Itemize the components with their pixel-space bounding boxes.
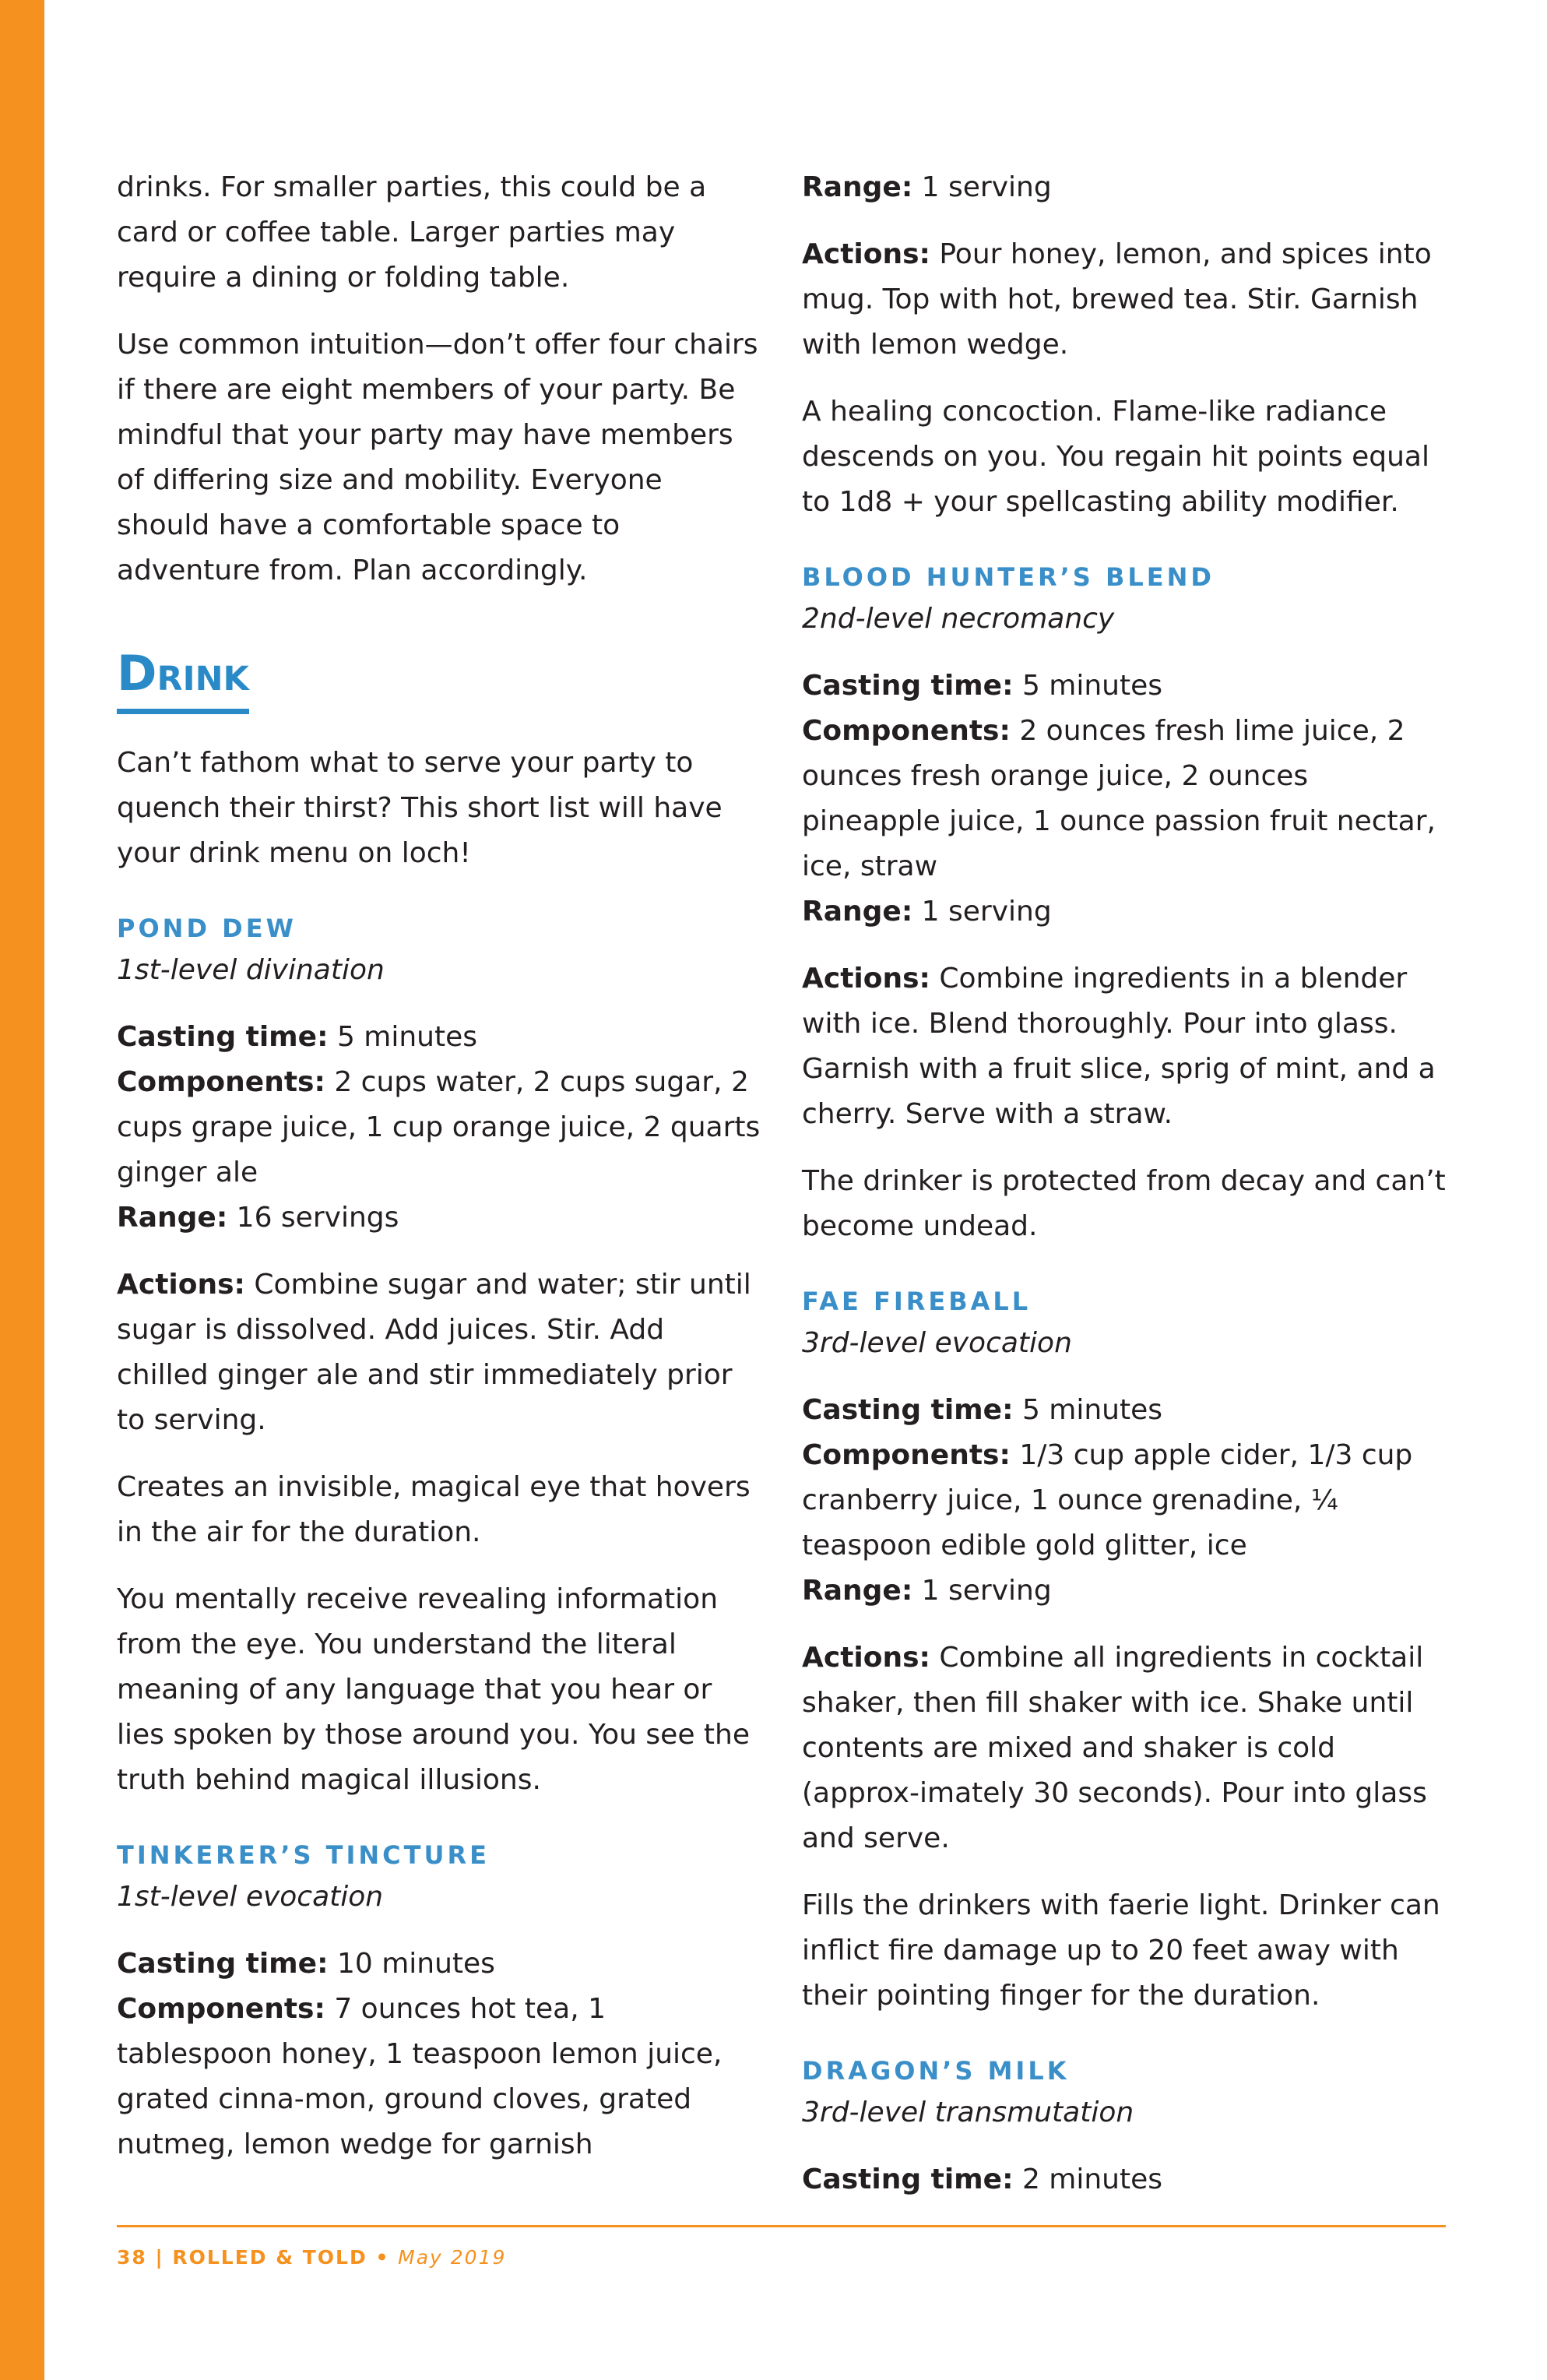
page-number: 38	[117, 2246, 147, 2269]
fae-fireball-casting: Casting time: 5 minutes	[802, 1394, 1163, 1426]
spell-name-fae-fireball: FAE FIREBALL	[802, 1287, 1032, 1316]
spell-name-tinkerers-tincture: TINKERER’S TINCTURE	[117, 1840, 490, 1870]
tinkerer-desc: A healing concoction. Flame-like radiance descends on you. You regain hit points equal to 1d8 + your spellcasting ability modifier.	[802, 396, 1429, 518]
pond-dew-desc-2: You mentally receive revealing information from the eye. You understand the literal meaning of any language that you hear or lies spoken by those around you. You see the truth behind magical illusions.	[117, 1583, 750, 1796]
blood-hunter-components: Components: 2 ounces fresh lime juice, 2 ounces fresh orange juice, 2 ounces pineapple juice, 1 ounce passion fruit nectar, ice, straw	[802, 715, 1436, 882]
pond-dew-range: Range: 16 servings	[117, 1202, 399, 1234]
blood-hunter-range: Range: 1 serving	[802, 896, 1052, 928]
spell-level-dragons-milk: 3rd-level transmutation	[802, 2097, 1134, 2128]
fae-fireball-range: Range: 1 serving	[802, 1575, 1052, 1607]
intro-paragraph-2: Use common intuition—don’t offer four chairs if there are eight members of your party. Be mindful that your party may have members of differing size and mobility. Everyone should have a comfortable space to adventure from. Plan accordingly.	[117, 329, 758, 586]
footer-rule	[117, 2225, 1446, 2227]
pond-dew-casting: Casting time: 5 minutes	[117, 1021, 478, 1053]
blood-hunter-actions: Actions: Combine ingredients in a blender with ice. Blend thoroughly. Pour into glass. Garnish with a fruit slice, sprig of mint, and a cherry. Serve with a straw.	[802, 963, 1436, 1130]
pond-dew-components: Components: 2 cups water, 2 cups sugar, 2 cups grape juice, 1 cup orange juice, 2 quarts ginger ale	[117, 1066, 761, 1188]
blood-hunter-casting: Casting time: 5 minutes	[802, 670, 1163, 702]
spell-name-dragons-milk: DRAGON’S MILK	[802, 2056, 1070, 2086]
magazine-name: ROLLED & TOLD	[172, 2246, 367, 2269]
right-column	[802, 165, 1448, 2202]
blood-hunter-desc: The drinker is protected from decay and can’t become undead.	[802, 1165, 1446, 1242]
tinkerer-actions: Actions: Pour honey, lemon, and spices into mug. Top with hot, brewed tea. Stir. Garnish with lemon wedge.	[802, 238, 1432, 361]
spell-name-blood-hunters-blend: BLOOD HUNTER’S BLEND	[802, 562, 1215, 592]
issue-date: May 2019	[398, 2246, 507, 2269]
spell-level-fae-fireball: 3rd-level evocation	[802, 1327, 1072, 1359]
footer-bullet: •	[367, 2246, 399, 2269]
fae-fireball-components: Components: 1/3 cup apple cider, 1/3 cup cranberry juice, 1 ounce grenadine, ¼ teaspoon edible gold glitter, ice	[802, 1439, 1413, 1561]
spell-level-pond-dew: 1st-level divination	[117, 954, 385, 986]
left-column	[117, 165, 763, 2167]
spell-level-tinkerers-tincture: 1st-level evocation	[117, 1881, 384, 1913]
tinkerer-components: Components: 7 ounces hot tea, 1 tablespoon honey, 1 teaspoon lemon juice, grated cinna-mon, ground cloves, grated nutmeg, lemon wedge for garnish	[117, 1993, 723, 2160]
tinkerer-casting: Casting time: 10 minutes	[117, 1948, 495, 1980]
spell-name-pond-dew: POND DEW	[117, 914, 297, 943]
orange-side-bar	[0, 0, 44, 2380]
spell-level-blood-hunters-blend: 2nd-level necromancy	[802, 603, 1115, 635]
intro-paragraph-1: drinks. For smaller parties, this could be a card or coffee table. Larger parties may require a dining or folding table.	[117, 171, 707, 294]
section-title-drink: Drink	[117, 646, 249, 714]
footer	[117, 2246, 506, 2269]
tinkerer-range: Range: 1 serving	[802, 171, 1052, 203]
section-intro: Can’t fathom what to serve your party to quench their thirst? This short list will have your drink menu on loch!	[117, 747, 723, 869]
fae-fireball-desc: Fills the drinkers with faerie light. Drinker can inflict fire damage up to 20 feet away with their pointing finger for the duration.	[802, 1889, 1440, 2012]
footer-separator: |	[146, 2246, 173, 2269]
pond-dew-actions: Actions: Combine sugar and water; stir until sugar is dissolved. Add juices. Stir. Add chilled ginger ale and stir immediately prior to serving.	[117, 1269, 751, 1436]
fae-fireball-actions: Actions: Combine all ingredients in cocktail shaker, then fill shaker with ice. Shake until contents are mixed and shaker is cold (approx-imately 30 seconds). Pour into glass and serve.	[802, 1642, 1427, 1854]
dragons-milk-casting: Casting time: 2 minutes	[802, 2163, 1163, 2195]
pond-dew-desc-1: Creates an invisible, magical eye that hovers in the air for the duration.	[117, 1471, 751, 1548]
